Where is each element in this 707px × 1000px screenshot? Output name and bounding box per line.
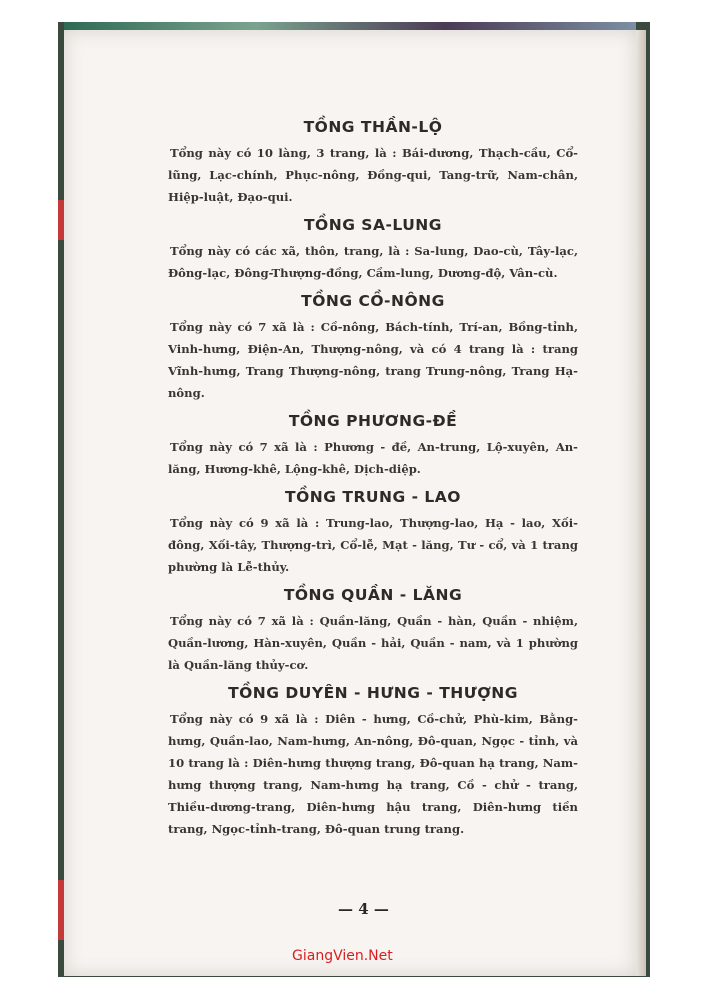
section-body: Tổng này có 7 xã là : Quần-lăng, Quần - hàn, Quần - nhiệm, Quần-lương, Hàn-xuyên, Quần - hải, Quần - nam, và 1 phường là Quần-lăng thủy-cơ. [168,614,578,672]
section-body: Tổng này có 9 xã là : Trung-lao, Thượng-lao, Hạ - lao, Xối-đông, Xối-tây, Thượng-trì, Cổ-lễ, Mạt - lăng, Tư - cổ, và 1 trang phường là Lễ-thủy. [168,516,578,574]
top-edge-strip [64,22,636,30]
section-heading: TỒNG SA-LUNG [303,216,443,234]
section [168,412,578,480]
section [168,586,578,676]
section-heading: TỒNG THẦN-LỘ [303,118,443,136]
section-body: Tổng này có các xã, thôn, trang, là : Sa-lung, Dao-cù, Tây-lạc, Đông-lạc, Đông-Thượng-đồng, Cầm-lung, Dương-độ, Vân-cù. [168,244,578,280]
section [168,216,578,284]
section-heading: TỒNG QUẦN - LĂNG [283,586,463,604]
section [168,292,578,404]
page-number: — 4 — [338,900,389,918]
section-body: Tổng này có 7 xã là : Cồ-nông, Bách-tính, Trí-an, Bồng-tỉnh, Vinh-hưng, Điện-An, Thượng-nông, và có 4 trang là : trang Vĩnh-hưng, Trang Thượng-nông, trang Trung-nông, Trang Hạ-nông. [168,320,578,400]
watermark: GiangVien.Net [292,948,393,964]
section-body: Tổng này có 7 xã là : Phương - đề, An-trung, Lộ-xuyên, An-lăng, Hương-khê, Lộng-khê, Dịch-diệp. [168,440,578,476]
page-content [168,118,578,848]
page-edge [636,30,646,976]
section-body: Tổng này có 9 xã là : Diên - hưng, Cồ-chử, Phù-kim, Bằng-hưng, Quần-lao, Nam-hưng, An-nông, Đô-quan, Ngọc - tỉnh, và 10 trang là : Diên-hưng thượng trang, Đô-quan hạ trang, Nam-hưng thượng trang, Nam-hưng hạ trang, Cồ - chử - trang, Thiều-dương-trang, Diên-hưng hậu trang, Diên-hưng tiền trang, Ngọc-tỉnh-trang, Đô-quan trung trang. [168,712,578,836]
section-heading: TỒNG TRUNG - LAO [285,488,461,506]
section-heading: TỒNG DUYÊN - HƯNG - THƯỢNG [228,684,518,702]
section-heading: TỒNG CỒ-NÔNG [301,292,445,310]
section-heading: TỒNG PHƯƠNG-ĐỀ [288,412,458,430]
section-body: Tổng này có 10 làng, 3 trang, là : Bái-dương, Thạch-cầu, Cổ-lũng, Lạc-chính, Phục-nông, Đồng-qui, Tang-trữ, Nam-chân, Hiệp-luật, Đạo-qui. [168,146,578,204]
section [168,488,578,578]
section [168,684,578,840]
section [168,118,578,208]
